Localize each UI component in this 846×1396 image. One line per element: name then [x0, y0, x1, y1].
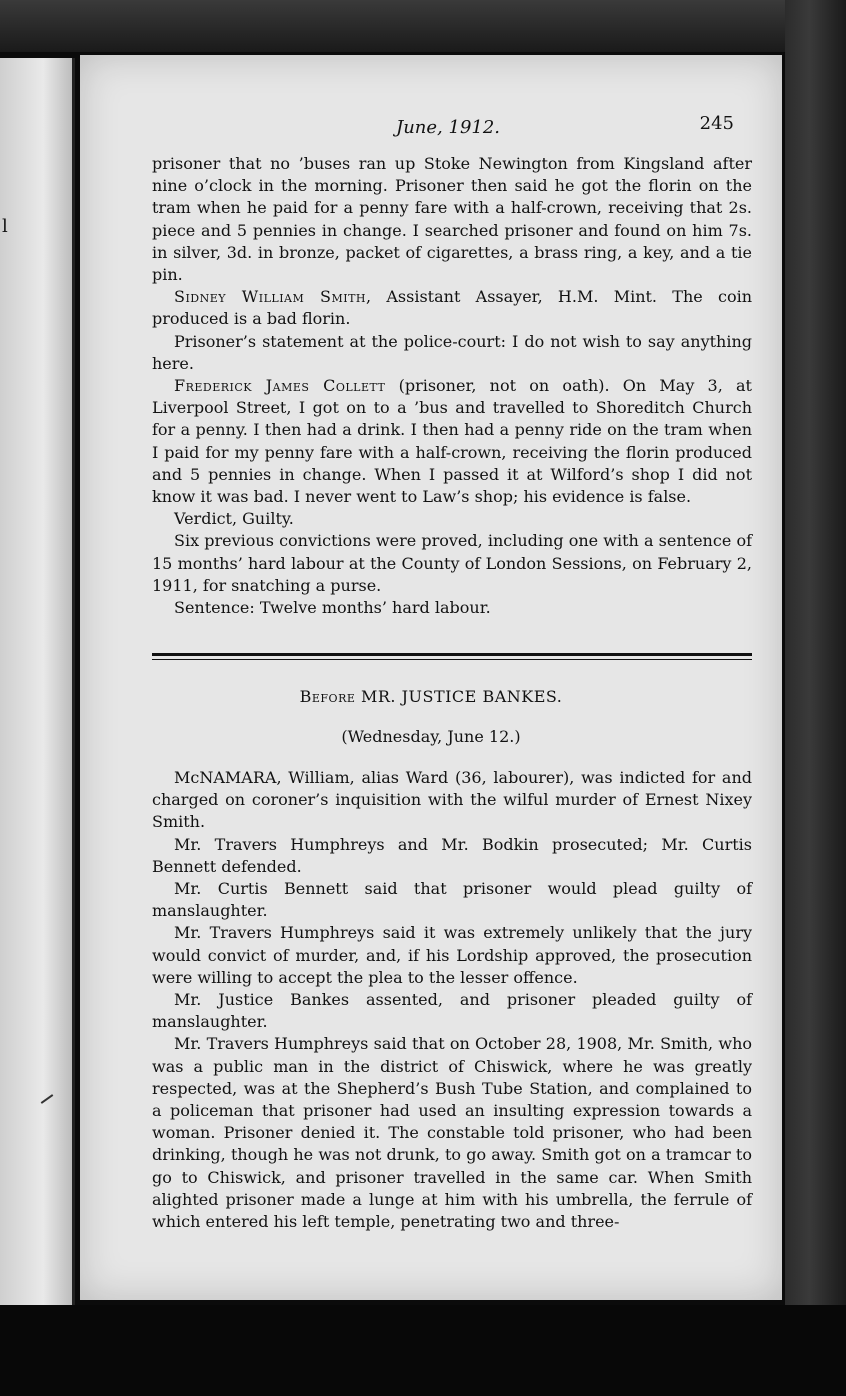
section-rule-bottom [152, 659, 752, 660]
book-spine-edge [785, 0, 846, 1396]
paragraph-evidence: prisoner that no ’buses ran up Stoke Newington from Kingsland after nine o’clock in the morning. Prisoner then said he got the florin on the tram when he paid for a penny fare with a half-crown, receiving that 2s. piece and 5 pennies in change. I searched prisoner and found on him 7s. in silver, 3d. in bronze, packet of cigarettes, a brass ring, a key, and a tie pin. [152, 154, 752, 285]
paragraph-statement: Prisoner’s statement at the police-court: I do not wish to say anything here. [152, 331, 752, 373]
paragraph-verdict: Verdict, Guilty. [174, 509, 294, 529]
paragraph-sentence: Sentence: Twelve months’ hard labour. [174, 598, 491, 618]
paragraph-counsel: Mr. Travers Humphreys and Mr. Bodkin prosecuted; Mr. Curtis Bennett defended. [152, 834, 752, 876]
witness-name-smith: Sidney William Smith [174, 287, 367, 307]
running-title: June, 1912. [396, 117, 501, 138]
witness-name-collett: Frederick James Collett [174, 376, 386, 396]
paragraph-plea: Mr. Curtis Bennett said that prisoner would plead guilty of manslaughter. [152, 879, 752, 921]
paragraph-assent: Mr. Justice Bankes assented, and prisoner pleaded guilty of manslaughter. [152, 990, 752, 1032]
trial-continuation [152, 153, 752, 619]
paragraph-convictions: Six previous convictions were proved, including one with a sentence of 15 months’ hard labour at the County of London Sessions, on February 2, 1911, for snatching a purse. [152, 531, 752, 595]
facing-page-tick [41, 1094, 54, 1104]
heading-judge: MR. JUSTICE BANKES. [355, 687, 563, 706]
witness-text-smith: , Assistant Assayer, H.M. Mint. The coin produced is a bad florin. [152, 287, 752, 329]
paragraph-prosecution: Mr. Travers Humphreys said it was extremely unlikely that the jury would convict of murder, and, if his Lordship approved, the prosecution were willing to accept the plea to the lesser offence. [152, 923, 752, 987]
witness-text-collett: (prisoner, not on oath). On May 3, at Liverpool Street, I got on to a ’bus and travelled to Shoreditch Church for a penny. I then had a drink. I then had a penny ride on the tram when I paid for my penny fare with a half-crown, receiving the florin produced and 5 pennies in change. When I passed it at Wilford’s shop I did not know it was bad. I never went to Law’s shop; his evidence is false. [152, 376, 752, 507]
paragraph-facts: Mr. Travers Humphreys said that on October 28, 1908, Mr. Smith, who was a public man in the district of Chiswick, where he was greatly respected, was at the Shepherd’s Bush Tube Station, and complained to a policeman that prisoner had used an insulting expression towards a woman. Prisoner denied it. The constable told prisoner, who had been drinking, though he was not drunk, to go away. Smith got on a tramcar to go to Chiswick, and prisoner travelled in the same car. When Smith alighted prisoner made a lunge at him with his umbrella, the ferrule of which entered his left temple, penetrating two and three- [152, 1034, 752, 1232]
facing-page-mark: l [2, 216, 8, 237]
paragraph-indictment: McNAMARA, William, alias Ward (36, labourer), was indicted for and charged on coroner’s inquisition with the wilful murder of Ernest Nixey Smith. [152, 768, 752, 832]
paragraph-smith [152, 286, 752, 330]
running-head [80, 113, 782, 141]
mcnamara-case [152, 767, 752, 1233]
section-date: (Wednesday, June 12.) [341, 727, 521, 746]
scanner-backdrop-top [0, 0, 846, 52]
facing-page-edge [0, 58, 75, 1308]
heading-before: Before [299, 687, 356, 706]
book-page [80, 55, 782, 1300]
scanner-backdrop-bottom [0, 1305, 846, 1396]
section-heading [80, 687, 782, 706]
section-rule-top [152, 653, 752, 656]
page-number: 245 [699, 113, 734, 134]
paragraph-collett [152, 375, 752, 508]
